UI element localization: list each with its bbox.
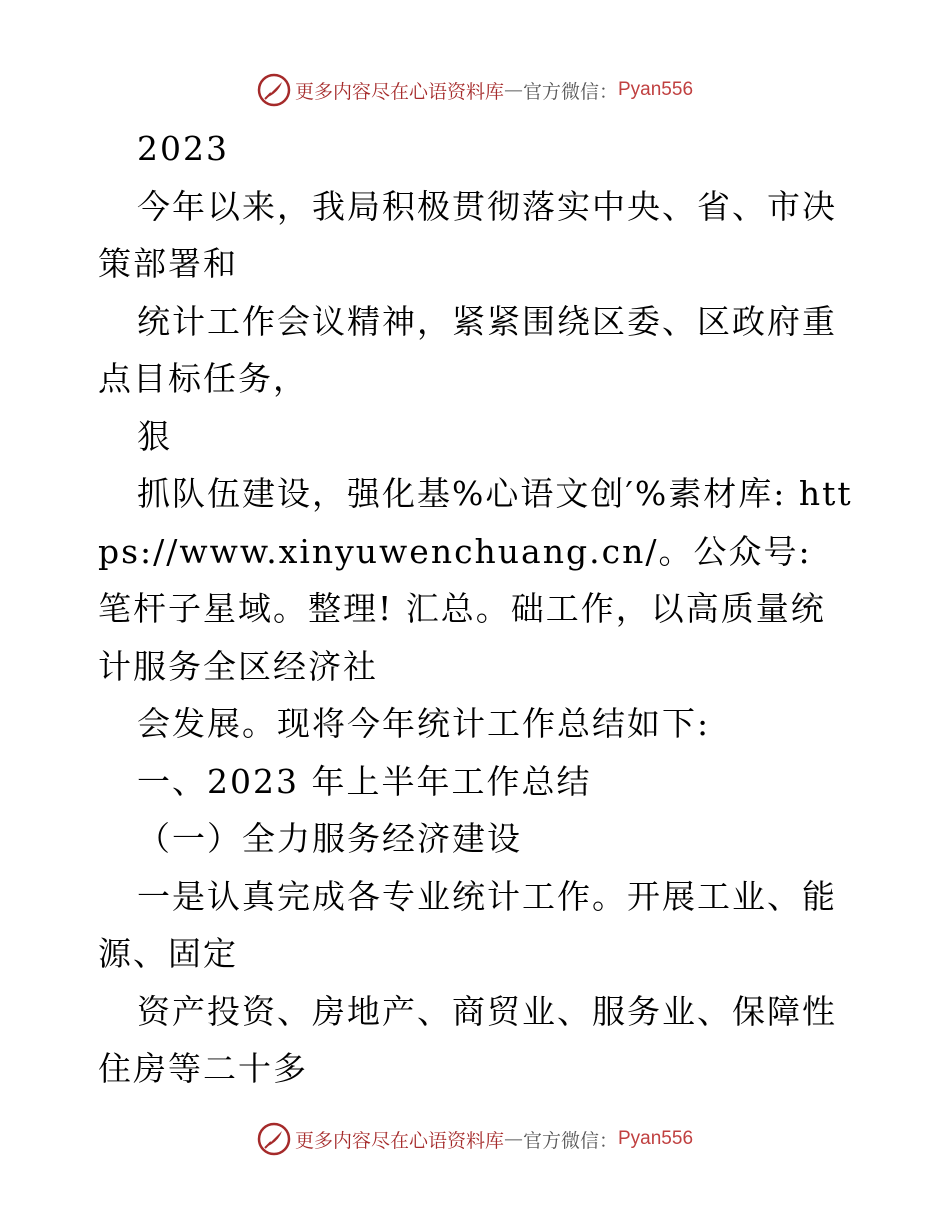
banner-separator: — [503,1128,523,1150]
banner-separator: — [503,79,523,101]
document-body [98,120,858,1098]
feather-pen-icon [257,1122,291,1156]
feather-pen-icon [257,73,291,107]
paragraph: 一是认真完成各专业统计工作。开展工业、能源、固定 [98,876,837,973]
banner-wechat-label: 官方微信： [522,80,618,103]
banner-title: 更多内容尽在心语资料库 [294,1129,504,1152]
banner-title: 更多内容尽在心语资料库 [294,80,504,103]
paragraph: 统计工作会议精神，紧紧围绕区委、区政府重点目标任务， [98,301,837,398]
paragraph: 狠 [137,416,172,456]
paragraph: 今年以来，我局积极贯彻落实中央、省、市决策部署和 [98,186,837,283]
paragraph: 会发展。现将今年统计工作总结如下: [137,704,711,743]
subsection-heading: （一）全力服务经济建设 [137,819,522,858]
header-banner [0,70,950,110]
banner-wechat-id: Pyan556 [618,1128,694,1149]
banner-wechat-label: 官方微信： [522,1129,618,1152]
paragraph: 资产投资、房地产、商贸业、服务业、保障性住房等二十多 [98,991,837,1088]
banner-wechat-id: Pyan556 [618,79,694,100]
paragraph: 抓队伍建设，强化基%心语文创′%素材库: https://www.xinyuwenchuang.cn/。公众号: 笔杆子星域。整理! 汇总。础工作，以高质量统计服务全区经济社 [98,474,853,686]
footer-banner [0,1119,950,1159]
section-heading: 一、2023 年上半年工作总结 [137,761,592,801]
paragraph: 2023 [137,129,229,168]
